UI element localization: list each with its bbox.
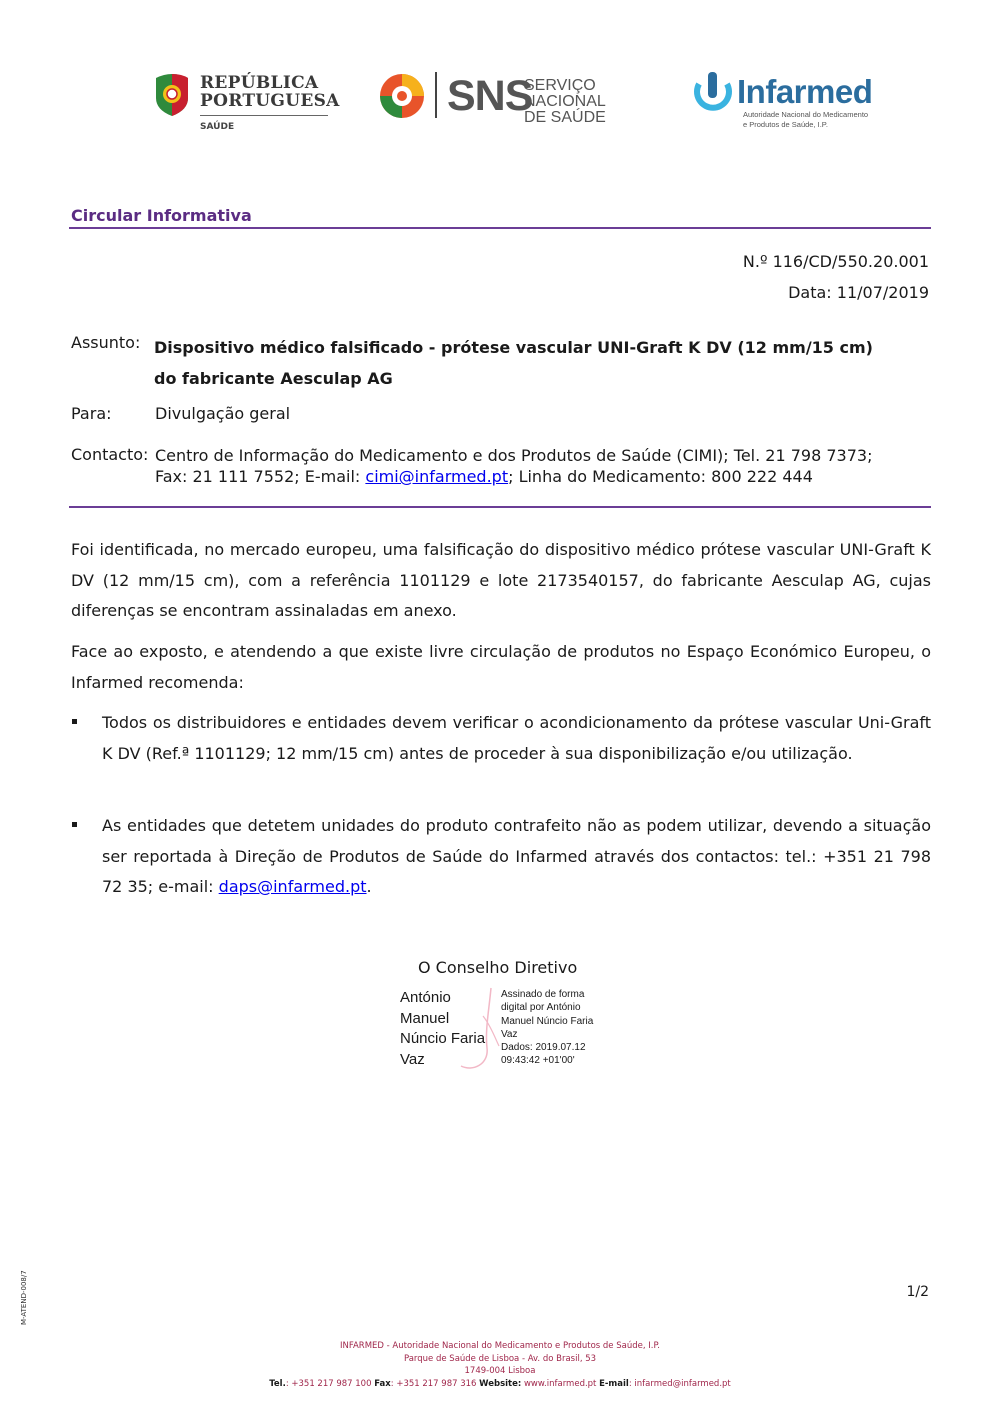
form-code: M-ATEND-008/7 [20,1270,28,1325]
sns-acronym: SNS [447,72,533,120]
sns-emblem-icon [378,72,426,120]
title-divider [69,227,931,229]
assunto-label: Assunto: [71,333,141,352]
bullet-2-end: . [366,877,372,896]
bullet-1-text: Todos os distribuidores e entidades devem verificar o acondicionamento da prótese vascular Uni-Graft K DV (Ref.ª 1101129; 12 mm/15 cm) antes de proceder à sua disponibilização e/ou utilização. [102,713,931,763]
infarmed-sub1: Autoridade Nacional do Medicamento [743,110,869,119]
signer-name-line4: Vaz [400,1050,425,1068]
assunto-line2: do fabricante Aesculap AG [154,369,393,388]
footer-tel-value: : +351 217 987 100 [285,1378,375,1389]
contacto-fax-text: Fax: 21 111 7552; E-mail: [155,467,366,486]
stamp-line2: digital por António [501,1002,581,1014]
footer-tel-label: Tel. [269,1378,286,1389]
footer-web-value: www.infarmed.pt [521,1378,600,1389]
footer-fax-label: Fax [374,1378,391,1389]
republica-line2: PORTUGUESA [200,91,340,111]
republica-sub: SAÚDE [200,122,235,132]
portugal-flag-icon [152,72,192,116]
republica-portuguesa-logo [152,72,340,138]
contacto-line2 [155,466,935,487]
contacto-label: Contacto: [71,445,149,464]
signer-name-line2: Manuel [400,1009,450,1027]
stamp-line1: Assinado de forma [501,989,585,1000]
document-type-title: Circular Informativa [71,206,252,225]
daps-email-link[interactable]: daps@infarmed.pt [218,877,367,896]
para-label: Para: [71,404,112,423]
republica-divider [200,115,328,116]
footer [0,1340,1000,1390]
footer-email-label: E-mail [599,1378,629,1389]
footer-line2: Parque de Saúde de Lisboa - Av. do Brasil, 53 [403,1353,597,1364]
para-value: Divulgação geral [155,404,291,423]
infarmed-name: Infarmed [737,73,873,110]
infarmed-sub2: e Produtos de Saúde, I.P. [743,120,828,129]
sns-logo [378,70,650,126]
signer-name-line3: Núncio Faria [400,1030,486,1047]
header-divider [69,506,931,508]
document-number: N.º 116/CD/550.20.001 [742,252,929,271]
contacto-line1: Centro de Informação do Medicamento e dos Produtos de Saúde (CIMI); Tel. 21 798 7373; [155,446,873,465]
footer-email-value: : infarmed@infarmed.pt [628,1378,731,1389]
sns-line2: DE SAÚDE [524,109,606,126]
stamp-line4: Vaz [501,1028,518,1040]
sns-line1: SERVIÇO NACIONAL [524,77,606,110]
bullet-2-body: As entidades que detetem unidades do produto contrafeito não as podem utilizar, devendo a situação ser reportada à Direção de Produtos de Saúde do Infarmed através dos contactos: tel.: +351 21 798 72 35; e-mail: [102,816,931,896]
contacto-value [155,445,935,487]
document-date: Data: 11/07/2019 [788,283,929,302]
body-paragraph-2: Face ao exposto, e atendendo a que existe livre circulação de produtos no Espaço Económico Europeu, o Infarmed recomenda: [71,642,931,692]
page-number: 1/2 [906,1284,929,1300]
signer-name [400,988,485,1070]
infarmed-emblem-icon [693,72,733,116]
assunto-value [154,332,934,394]
board-title: O Conselho Diretivo [418,958,578,977]
infarmed-logo [693,72,873,134]
bullet-2-marker [72,822,77,827]
body-paragraph-1: Foi identificada, no mercado europeu, uma falsificação do dispositivo médico prótese vascular UNI-Graft K DV (12 mm/15 cm), com a referência 1101129 e lote 2173540157, do fabricante Aesculap AG, cujas diferenças se encontram assinaladas em anexo. [71,540,931,620]
footer-line1: INFARMED - Autoridade Nacional do Medicamento e Produtos de Saúde, I.P. [340,1341,660,1351]
sns-divider [435,72,437,118]
footer-fax-value: : +351 217 987 316 [390,1378,480,1389]
stamp-line3: Manuel Núncio Faria [501,1015,594,1027]
republica-line1: REPÚBLICA [200,73,319,93]
stamp-line6: 09:43:42 +01'00' [501,1055,575,1067]
bullet-1-marker [72,719,77,724]
cimi-email-link[interactable]: cimi@infarmed.pt [365,467,509,486]
assunto-line1: Dispositivo médico falsificado - prótese vascular UNI-Graft K DV (12 mm/15 cm) [154,338,873,357]
contacto-phone-text: ; Linha do Medicamento: 800 222 444 [508,467,813,486]
footer-web-label: Website: [479,1378,522,1389]
footer-contacts [0,1378,1000,1391]
digital-signature-stamp [501,988,621,1068]
footer-line3: 1749-004 Lisboa [464,1366,536,1376]
signer-name-line1: António [400,989,451,1006]
stamp-line5: Dados: 2019.07.12 [501,1042,586,1054]
bullet-2-text [102,811,931,903]
